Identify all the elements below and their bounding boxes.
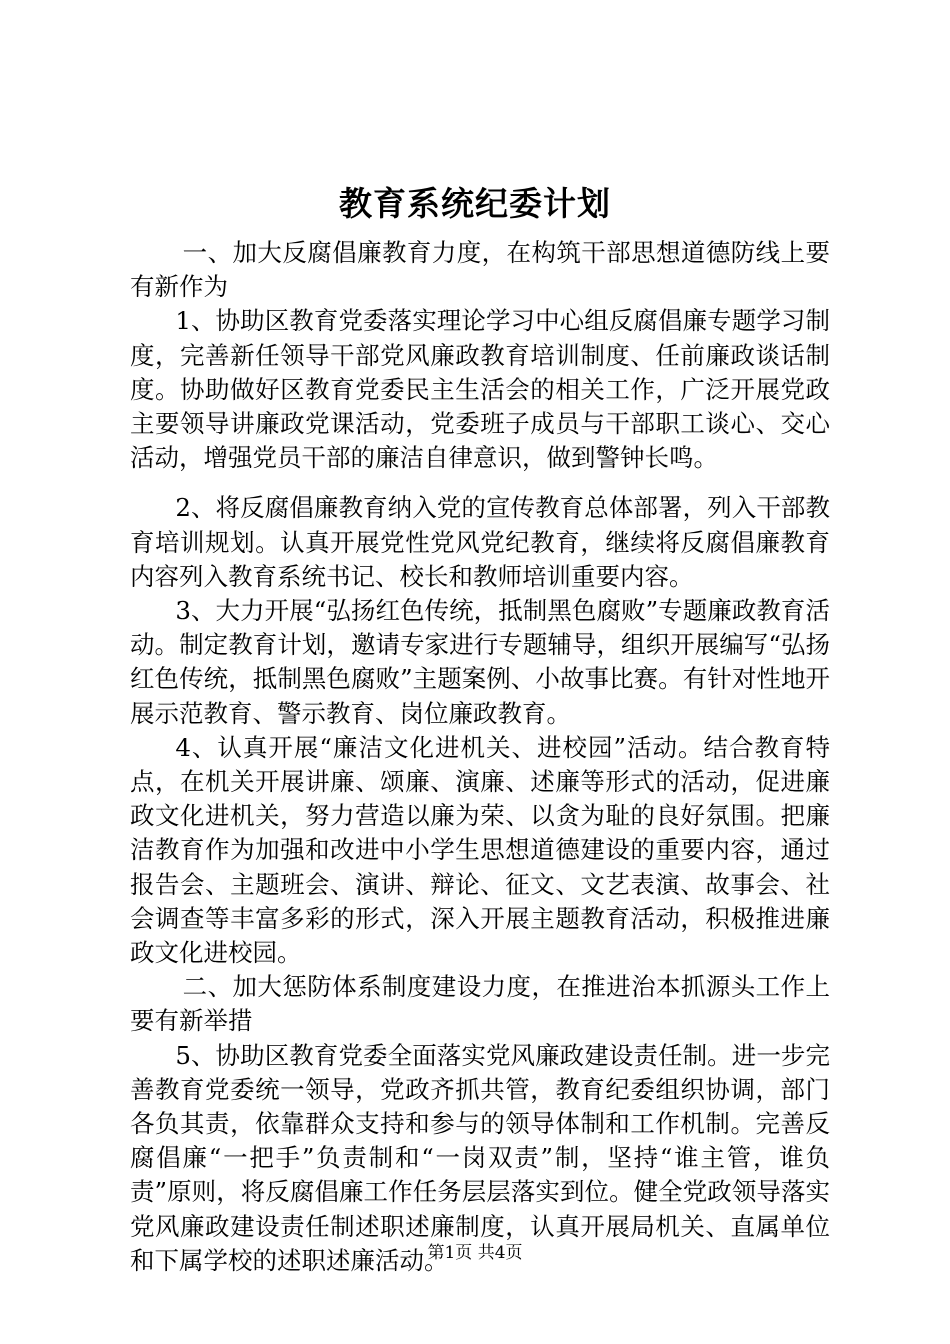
- paragraph-item-5: 5、协助区教育党委全面落实党风廉政建设责任制。进一步完善教育党委统一领导，党政齐抓共管，教育纪委组织协调，部门各负其责，依靠群众支持和参与的领导体制和工作机制。完善反腐倡廉“一把手”负责制和“一岗双责”制，坚持“谁主管，谁负责”原则，将反腐倡廉工作任务层层落实到位。健全党政领导落实党风廉政建设责任制述职述廉制度，认真开展局机关、直属单位和下属学校的述职述廉活动。: [130, 1040, 830, 1275]
- section-heading-2: 二、加大惩防体系制度建设力度，在推进治本抓源头工作上要有新举措: [130, 972, 830, 1036]
- paragraph-item-2: 2、将反腐倡廉教育纳入党的宣传教育总体部署，列入干部教育培训规划。认真开展党性党风党纪教育，继续将反腐倡廉教育内容列入教育系统书记、校长和教师培训重要内容。: [130, 493, 830, 591]
- document-title: 教育系统纪委计划: [339, 184, 611, 223]
- paragraph-item-3: 3、大力开展“弘扬红色传统，抵制黑色腐败”专题廉政教育活动。制定教育计划，邀请专家进行专题辅导，组织开展编写“弘扬红色传统，抵制黑色腐败”主题案例、小故事比赛。有针对性地开展示范教育、警示教育、岗位廉政教育。: [130, 596, 830, 728]
- paragraph-item-1: 1、协助区教育党委落实理论学习中心组反腐倡廉专题学习制度，完善新任领导干部党风廉政教育培训制度、任前廉政谈话制度。协助做好区教育党委民主生活会的相关工作，广泛开展党政主要领导讲廉政党课活动，党委班子成员与干部职工谈心、交心活动，增强党员干部的廉洁自律意识，做到警钟长鸣。: [130, 306, 830, 473]
- page-footer: 第1页 共4页: [427, 1243, 523, 1263]
- paragraph-item-4: 4、认真开展“廉洁文化进机关、进校园”活动。结合教育特点，在机关开展讲廉、颂廉、演廉、述廉等形式的活动，促进廉政文化进机关，努力营造以廉为荣、以贪为耻的良好氛围。把廉洁教育作为加强和改进中小学生思想道德建设的重要内容，通过报告会、主题班会、演讲、辩论、征文、文艺表演、故事会、社会调查等丰富多彩的形式，深入开展主题教育活动，积极推进廉政文化进校园。: [130, 732, 830, 968]
- document-body: [130, 236, 830, 1278]
- section-heading-1: 一、加大反腐倡廉教育力度，在构筑干部思想道德防线上要有新作为: [130, 238, 830, 302]
